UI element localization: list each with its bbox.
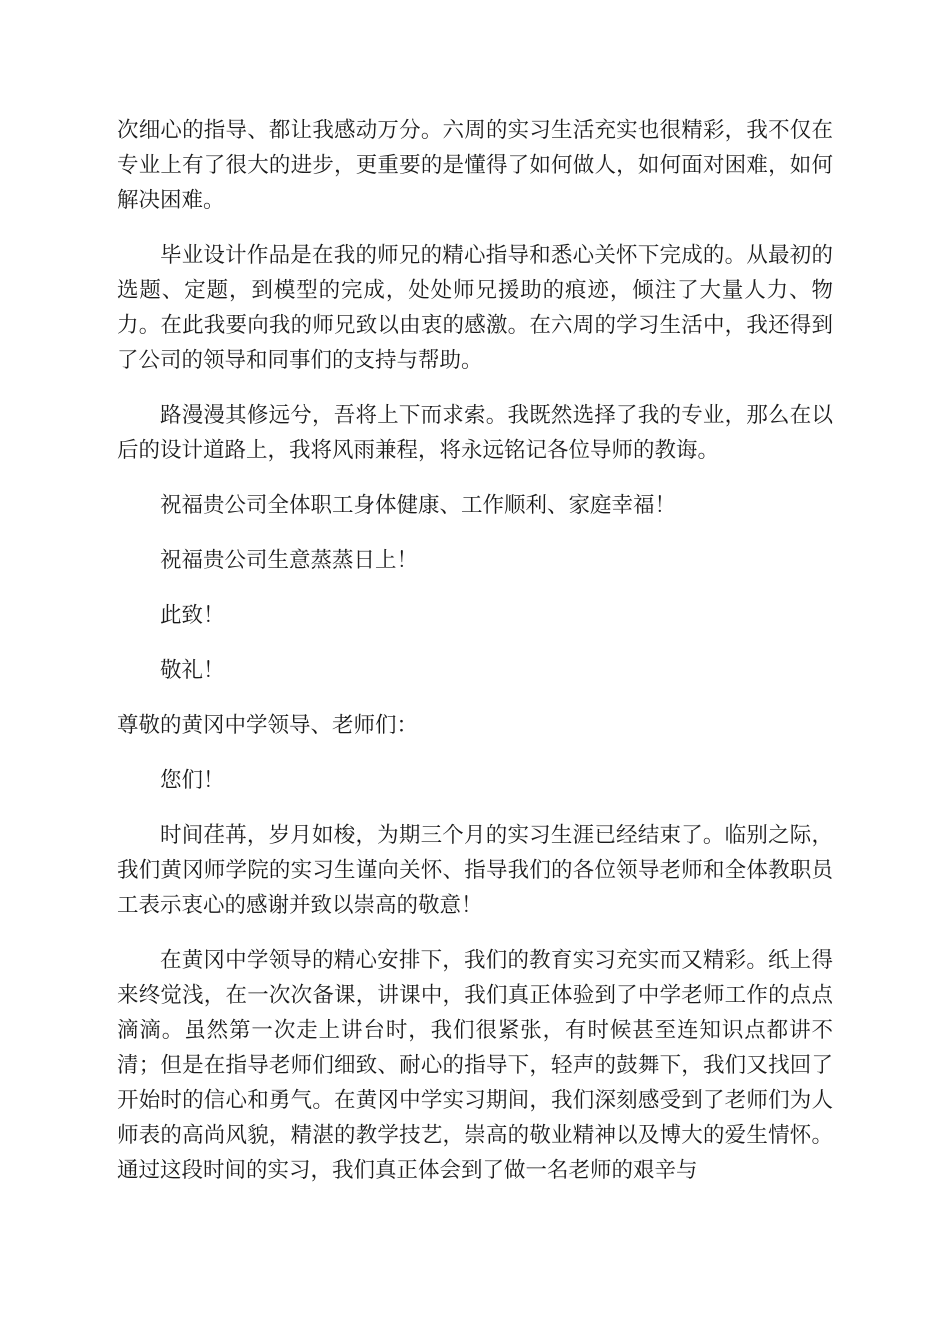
paragraph-time-flies: 时间荏苒，岁月如梭，为期三个月的实习生涯已经结束了。临别之际，我们黄冈师学院的实习生谨向关怀、指导我们的各位领导老师和全体教职员工表示衷心的感谢并致以崇高的敬意！: [117, 823, 833, 918]
paragraph-long-road: 路漫漫其修远兮，吾将上下而求索。我既然选择了我的专业，那么在以后的设计道路上，我将风雨兼程，将永远铭记各位导师的教诲。: [117, 403, 833, 463]
paragraph-graduation-design: 毕业设计作品是在我的师兄的精心指导和悉心关怀下完成的。从最初的选题、定题，到模型的完成，处处师兄援助的痕迹，倾注了大量人力、物力。在此我要向我的师兄致以由衷的感激。在六周的学习生活中，我还得到了公司的领导和同事们的支持与帮助。: [117, 243, 833, 373]
paragraph-salutation: 尊敬的黄冈中学领导、老师们：: [117, 713, 419, 738]
paragraph-blessing-business: 祝福贵公司生意蒸蒸日上！: [160, 548, 419, 573]
paragraph-closing-jingli: 敬礼！: [160, 658, 225, 683]
paragraph-closing-cizhi: 此致！: [160, 603, 225, 628]
paragraph-greeting: 您们！: [160, 768, 225, 793]
paragraph-intro-continuation: 次细心的指导、都让我感动万分。六周的实习生活充实也很精彩，我不仅在专业上有了很大的进步，更重要的是懂得了如何做人，如何面对困难，如何解决困难。: [117, 118, 833, 213]
paragraph-teaching-practice: 在黄冈中学领导的精心安排下，我们的教育实习充实而又精彩。纸上得来终觉浅，在一次次备课，讲课中，我们真正体验到了中学老师工作的点点滴滴。虽然第一次走上讲台时，我们很紧张，有时候甚至连知识点都讲不清；但是在指导老师们细致、耐心的指导下，轻声的鼓舞下，我们又找回了开始时的信心和勇气。在黄冈中学实习期间，我们深刻感受到了老师们为人师表的高尚风貌，精湛的教学技艺，崇高的敬业精神以及博大的爱生情怀。通过这段时间的实习，我们真正体会到了做一名老师的艰辛与: [117, 948, 833, 1183]
paragraph-blessing-staff: 祝福贵公司全体职工身体健康、工作顺利、家庭幸福！: [160, 493, 677, 518]
document-page: [117, 113, 833, 1208]
